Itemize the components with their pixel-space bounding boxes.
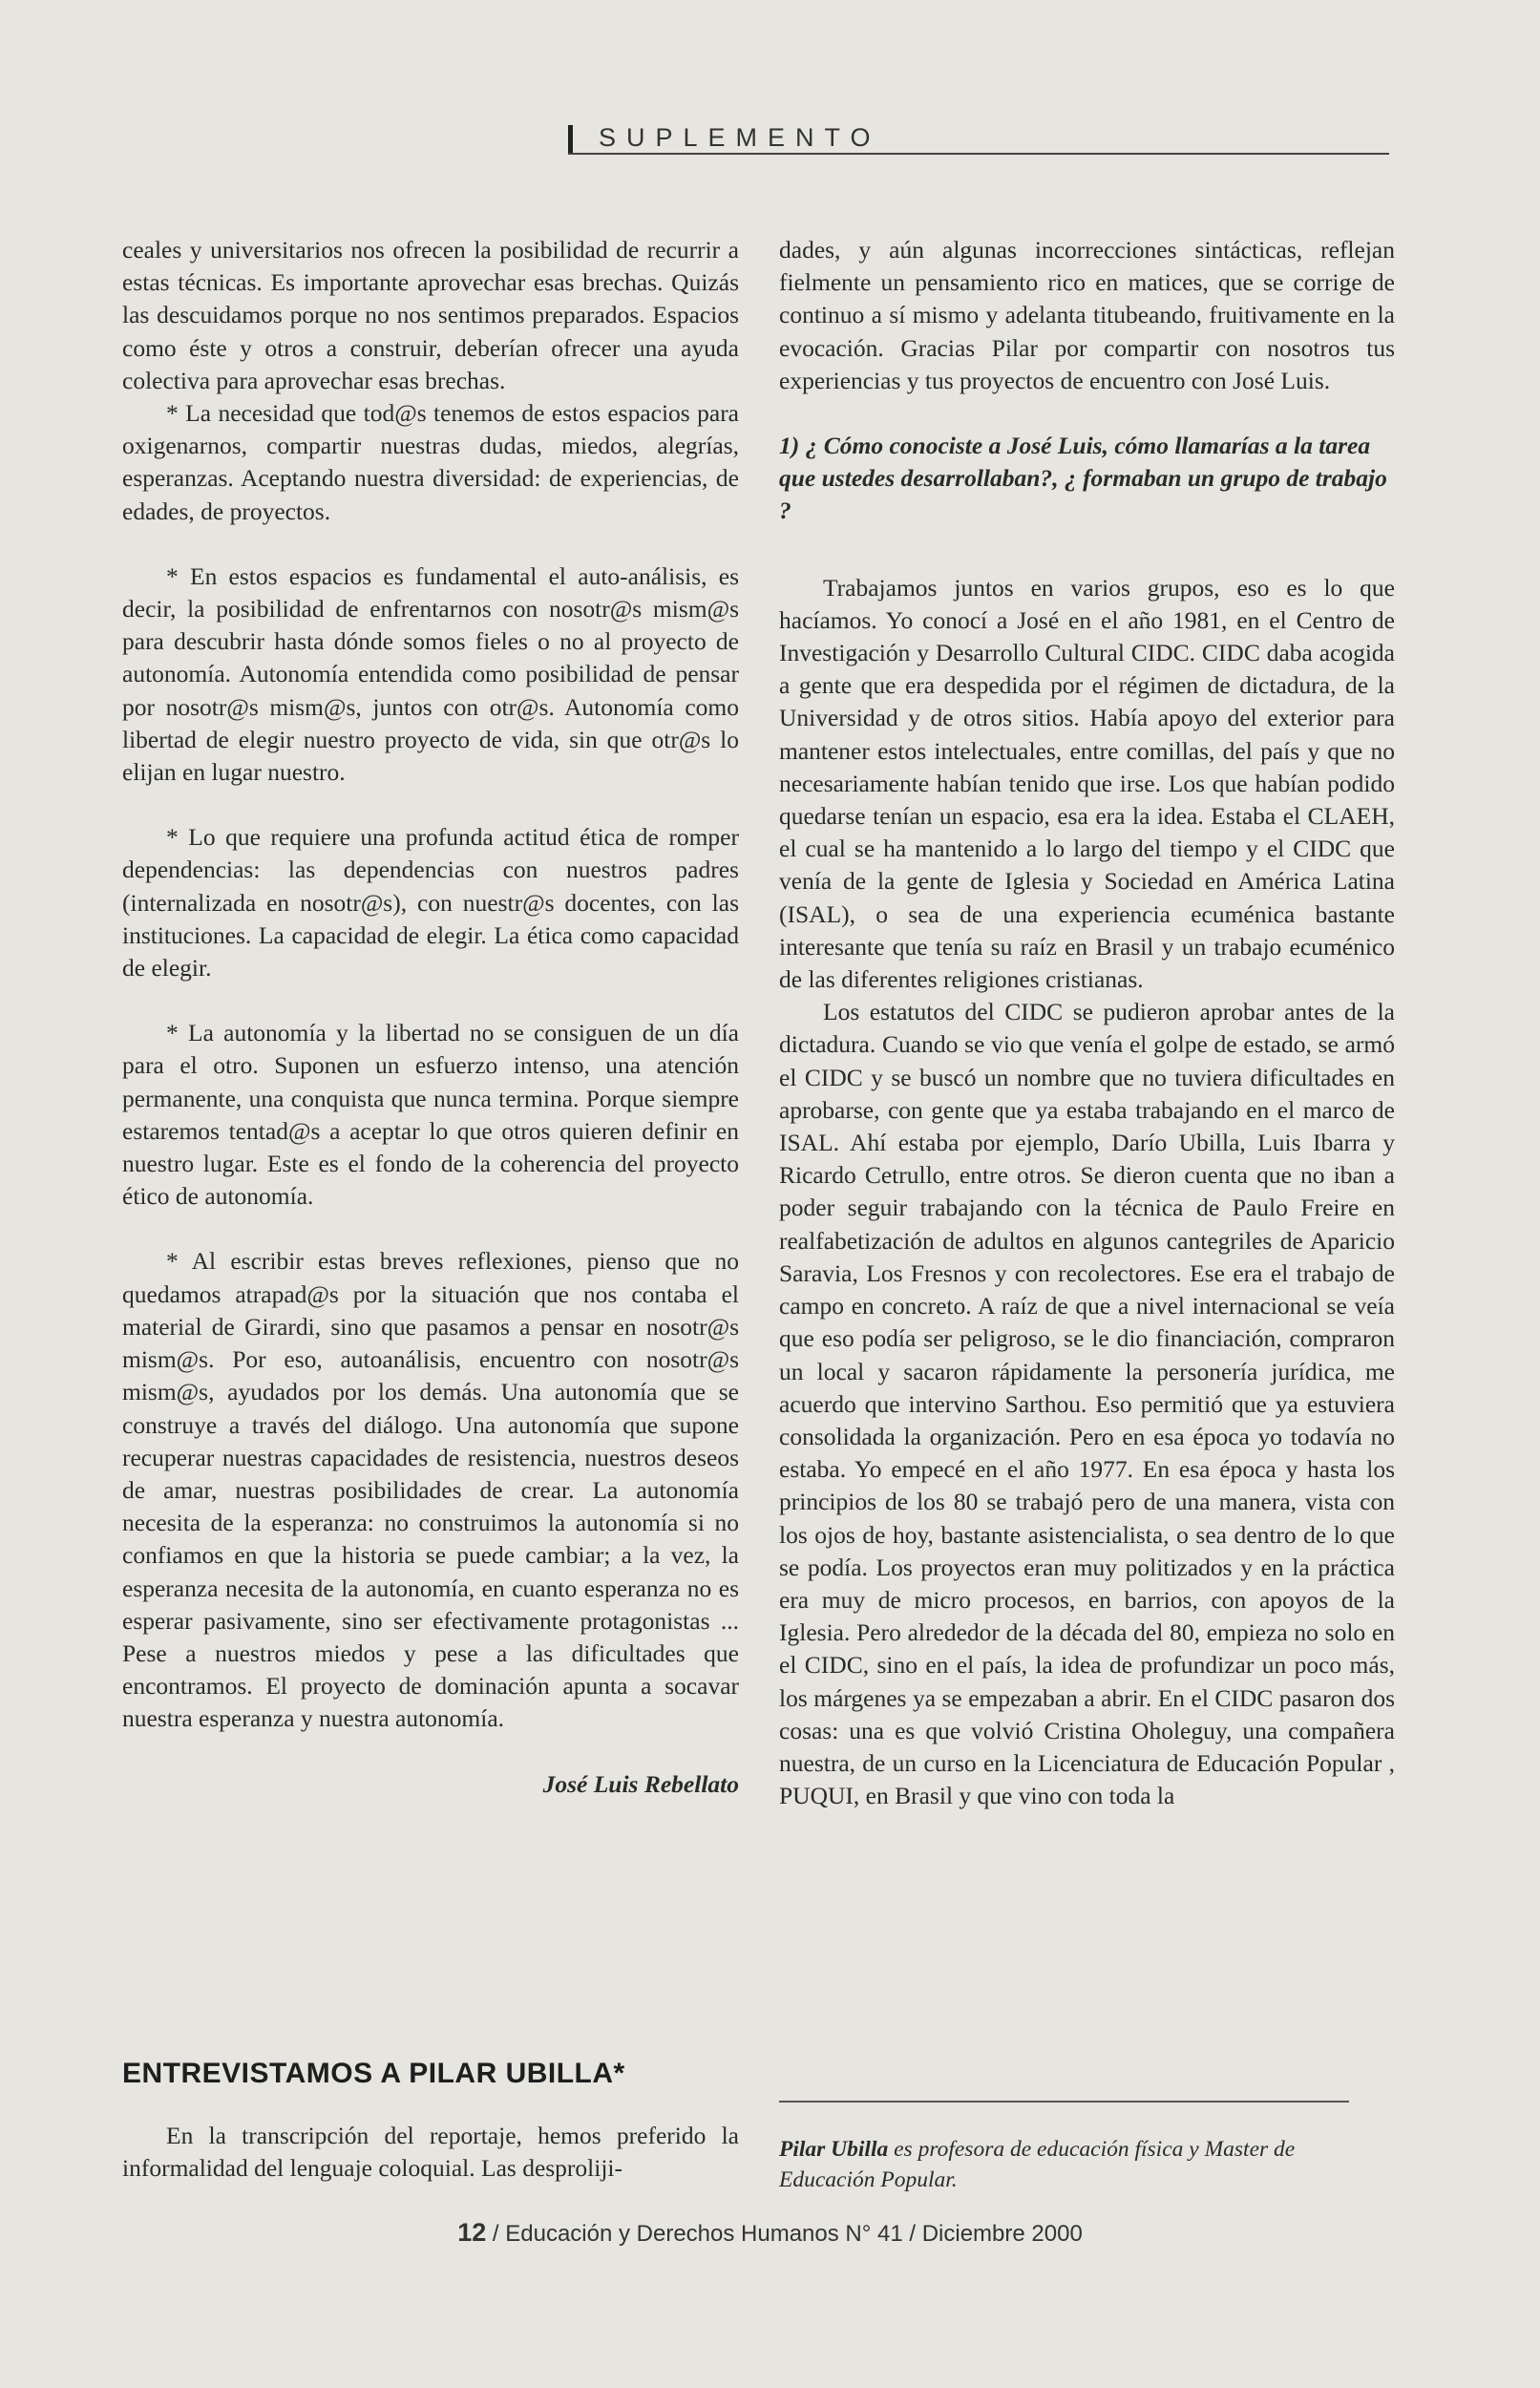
interview-intro xyxy=(122,2120,739,2185)
paragraph: * La necesidad que tod@s tenemos de estos espacios para oxigenarnos, compartir nuestras dudas, miedos, alegrías, esperanzas. Aceptando nuestra diversidad: de experiencias, de edades, de proyectos. xyxy=(122,399,739,525)
header-label: SUPLEMENTO xyxy=(599,123,881,152)
footnote-name: Pilar Ubilla xyxy=(779,2137,889,2162)
paragraph: dades, y aún algunas incorrecciones sintácticas, reflejan fielmente un pensamiento rico en matices, que se corrige de continuo a sí mismo y adelanta titubeando, fruitivamente en la evocación. Gracias Pilar por compartir con nosotros tus experiencias y tus proyectos de encuentro con José Luis. xyxy=(779,236,1395,394)
paragraph: Trabajamos juntos en varios grupos, eso es lo que hacíamos. Yo conocí a José en el año 1981, en el Centro de Investigación y Desarrollo Cultural CIDC. CIDC daba acogida a gente que era despedida por el régimen de dictadura, de la Universidad y de otros sitios. Había apoyo del exterior para mantener estos intelectuales, entre comillas, del país y que no necesariamente habían tenido que irse. Los que habían podido quedarse tenían un espacio, esa era la idea. Estaba el CLAEH, el cual se ha mantenido a lo largo del tiempo y el CIDC que venía de la gente de Iglesia y Sociedad en América Latina (ISAL), o sea de una experiencia ecuménica bastante interesante que tenía su raíz en Brasil y un trabajo ecuménico de las diferentes religiones cristianas. xyxy=(779,573,1395,994)
section-header xyxy=(568,121,1389,154)
paragraph: * Lo que requiere una profunda actitud ética de romper dependencias: las dependencias con nuestros padres (internalizada en nosotr@s), con nuestr@s docentes, con las instituciones. La capacidad de elegir. La ética como capacidad de elegir. xyxy=(122,823,739,983)
footnote-rule xyxy=(779,2101,1349,2103)
paragraph: Los estatutos del CIDC se pudieron aprobar antes de la dictadura. Cuando se vio que venía el golpe de estado, se armó el CIDC y se buscó un nombre que no tuviera dificultades en aprobarse, con gente que ya estaba trabajando en el marco de ISAL. Ahí estaba por ejemplo, Darío Ubilla, Luis Ibarra y Ricardo Cetrullo, entre otros. Se dieron cuenta que no iban a poder seguir trabajando con la técnica de Paulo Freire en realfabetización de adultos en algunos cantegriles de Aparicio Saravia, Los Fresnos y con recolectores. Ese era el trabajo de campo en concreto. A raíz de que a nivel internacional se veía que eso podía ser peligroso, se le dio financiación, compraron un local y sacaron rápidamente la personería jurídica, me acuerdo que intervino Sarthou. Eso permitió que ya estuviera consolidada la organización. Pero en esa época yo todavía no estaba. Yo empecé en el año 1977. En esa época y hasta los principios de los 80 se trabajó pero de una manera, vista con los ojos de hoy, bastante asistencialista, o sea dentro de lo que se podía. Los proyectos eran muy politizados y en la práctica era muy de micro procesos, en barrios, con apoyos de la Iglesia. Pero alrededor de la década del 80, empieza no solo en el CIDC, sino en el país, la idea de profundizar un poco más, los márgenes ya se empezaban a abrir. En el CIDC pasaron dos cosas: una es que volvió Cristina Oholeguy, una compañera nuestra, de un curso en la Licenciatura de Educación Popular , PUQUI, en Brasil y que vino con toda la xyxy=(779,998,1395,1810)
paragraph: * La autonomía y la libertad no se consiguen de un día para el otro. Suponen un esfuerzo intenso, una atención permanente, una conquista que nunca termina. Porque siempre estaremos tentad@s a aceptar lo que otros quieren definir en nuestro lugar. Este es el fondo de la coherencia del proyecto ético de autonomía. xyxy=(122,1019,739,1211)
page-number: 12 xyxy=(457,2218,487,2247)
interview-question: 1) ¿ Cómo conociste a José Luis, cómo llamarías a la tarea que ustedes desarrollaban?, ¿ formaban un grupo de trabajo ? xyxy=(779,432,1387,525)
footnote-text: es profesora de educación física y Master de Educación Popular. xyxy=(779,2137,1296,2192)
header-bar xyxy=(568,125,573,154)
footnote xyxy=(779,2134,1395,2195)
paragraph: * Al escribir estas breves reflexiones, pienso que no quedamos atrapad@s por la situación que nos contaba el material de Girardi, sino que pasamos a pensar en nosotr@s mism@s. Por eso, autoanálisis, encuentro con nosotr@s mism@s, ayudados por los demás. Una autonomía que se construye a través del diálogo. Una autonomía que supone recuperar nuestras capacidades de resistencia, nuestros deseos de amar, nuestras posibilidades de crear. La autonomía necesita de la esperanza: no construimos la autonomía si no confiamos en que la historia se puede cambiar; a la vez, la esperanza necesita de la autonomía, en cuanto esperanza no es esperar pasivamente, sino ser efectivamente protagonistas ... Pese a nuestros miedos y pese a las dificultades que encontramos. El proyecto de dominación apunta a socavar nuestra esperanza y nuestra autonomía. xyxy=(122,1247,739,1733)
right-column xyxy=(779,234,1395,1812)
footer-text: / Educación y Derechos Humanos N° 41 / Diciembre 2000 xyxy=(486,2221,1083,2247)
left-column xyxy=(122,234,739,1801)
author-signature: José Luis Rebellato xyxy=(542,1769,739,1798)
header-rule xyxy=(568,153,1389,155)
intro-paragraph: En la transcripción del reportaje, hemos preferido la informalidad del lenguaje coloquial. Las desproliji- xyxy=(122,2122,739,2183)
paragraph: * En estos espacios es fundamental el auto-análisis, es decir, la posibilidad de enfrentarnos con nosotr@s mism@s para descubrir hasta dónde somos fieles o no al proyecto de autonomía. Autonomía entendida como posibilidad de pensar por nosotr@s mism@s, juntos con otr@s. Autonomía como libertad de elegir nuestro proyecto de vida, sin que otr@s lo elijan en lugar nuestro. xyxy=(122,561,739,787)
interview-title: ENTREVISTAMOS A PILAR UBILLA* xyxy=(122,2058,625,2089)
page-footer xyxy=(0,2218,1540,2248)
paragraph: ceales y universitarios nos ofrecen la posibilidad de recurrir a estas técnicas. Es importante aprovechar esas brechas. Quizás las descuidamos porque no nos sentimos preparados. Espacios como éste y otros a construir, deberían ofrecer una ayuda colectiva para aprovechar esas brechas. xyxy=(122,236,739,394)
